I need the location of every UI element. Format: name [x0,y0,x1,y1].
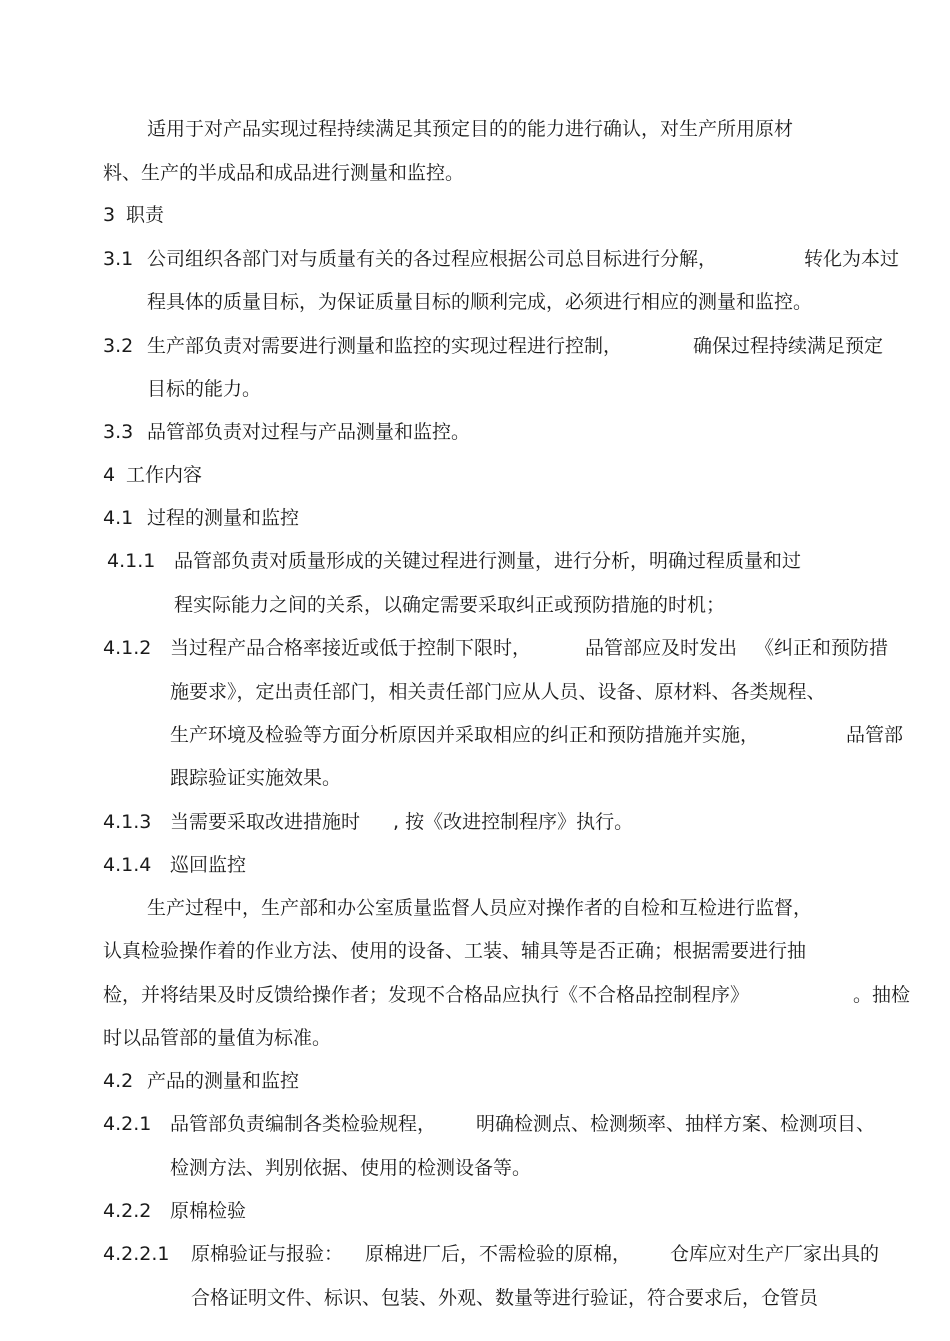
section-4-2-1-number: 4.2.1 [103,1113,152,1135]
section-4-1-2-line-2: 施要求》，定出责任部门，相关责任部门应从人员、设备、原材料、各类规程、 [170,681,826,703]
section-3-3-line-1: 品管部负责对过程与产品测量和监控。 [147,421,471,443]
section-4-2-2-1-line-1a: 原棉验证与报验： [191,1243,344,1265]
scope-line-2: 料、生产的半成品和成品进行测量和监控。 [103,162,465,184]
section-4-1-4-para-line-3a: 检，并将结果及时反馈给操作者；发现不合格品应执行《不合格品控制程序》 [103,984,750,1006]
section-4-1-3-line-1a: 当需要采取改进措施时 [170,811,361,833]
section-3-1-line-2: 程具体的质量目标，为保证质量目标的顺利完成，必须进行相应的测量和监控。 [147,291,813,313]
section-4-number: 4 [103,464,116,486]
section-3-2-line-1b: 确保过程持续满足预定 [693,335,884,357]
section-4-1-2-line-3b: 品管部 [846,724,904,746]
section-4-1-4-number: 4.1.4 [103,854,152,876]
section-3-1-line-1b: 转化为本过 [804,248,900,270]
section-4-1-2-line-4: 跟踪验证实施效果。 [170,767,342,789]
section-4-2-2-1-line-1b: 原棉进厂后，不需检验的原棉， [365,1243,632,1265]
section-3-1-number: 3.1 [103,248,134,270]
section-4-1-2-line-1a: 当过程产品合格率接近或低于控制下限时， [170,637,532,659]
section-3-1-line-1a: 公司组织各部门对与质量有关的各过程应根据公司总目标进行分解， [147,248,718,270]
section-4-2-2-title: 原棉检验 [170,1200,247,1222]
section-4-1-number: 4.1 [103,507,134,529]
section-4-2-2-1-line-2: 合格证明文件、标识、包装、外观、数量等进行验证，符合要求后，仓管员 [191,1287,819,1309]
section-4-1-4-para-line-4: 时以品管部的量值为标准。 [103,1027,332,1049]
section-4-1-title: 过程的测量和监控 [147,507,300,529]
section-4-2-2-number: 4.2.2 [103,1200,152,1222]
section-4-1-2-number: 4.1.2 [103,637,152,659]
section-4-2-2-1-line-1c: 仓库应对生产厂家出具的 [670,1243,880,1265]
section-4-1-2-line-3a: 生产环境及检验等方面分析原因并采取相应的纠正和预防措施并实施， [170,724,760,746]
section-3-title: 职责 [126,204,165,226]
section-4-2-1-line-2: 检测方法、判别依据、使用的检测设备等。 [170,1157,532,1179]
section-4-1-2-line-1b: 品管部应及时发出 [585,637,738,659]
scope-line-1: 适用于对产品实现过程持续满足其预定目的的能力进行确认，对生产所用原材 [147,118,794,140]
section-4-1-1-line-2: 程实际能力之间的关系，以确定需要采取纠正或预防措施的时机； [174,594,726,616]
section-4-1-4-title: 巡回监控 [170,854,247,876]
section-4-title: 工作内容 [126,464,203,486]
section-4-1-3-line-1b: , 按《改进控制程序》执行。 [393,811,634,833]
section-4-1-4-para-line-2: 认真检验操作着的作业方法、使用的设备、工装、辅具等是否正确；根据需要进行抽 [103,940,807,962]
section-3-2-number: 3.2 [103,335,134,357]
section-3-2-line-2: 目标的能力。 [147,378,262,400]
section-3-3-number: 3.3 [103,421,134,443]
section-4-1-3-number: 4.1.3 [103,811,152,833]
section-4-1-1-line-1: 品管部负责对质量形成的关键过程进行测量，进行分析，明确过程质量和过 [174,550,802,572]
section-3-number: 3 [103,204,116,226]
section-4-2-2-1-number: 4.2.2.1 [103,1243,170,1265]
section-4-2-1-line-1b: 明确检测点、检测频率、抽样方案、检测项目、 [476,1113,876,1135]
section-4-1-4-para-line-3b: 。抽检 [853,984,911,1006]
section-4-2-1-line-1a: 品管部负责编制各类检验规程， [170,1113,437,1135]
section-4-1-2-line-1c: 《纠正和预防措 [755,637,889,659]
section-4-2-number: 4.2 [103,1070,134,1092]
section-3-2-line-1a: 生产部负责对需要进行测量和监控的实现过程进行控制， [147,335,623,357]
section-4-2-title: 产品的测量和监控 [147,1070,300,1092]
section-4-1-4-para-line-1: 生产过程中，生产部和办公室质量监督人员应对操作者的自检和互检进行监督， [147,897,813,919]
section-4-1-1-number: 4.1.1 [107,550,156,572]
